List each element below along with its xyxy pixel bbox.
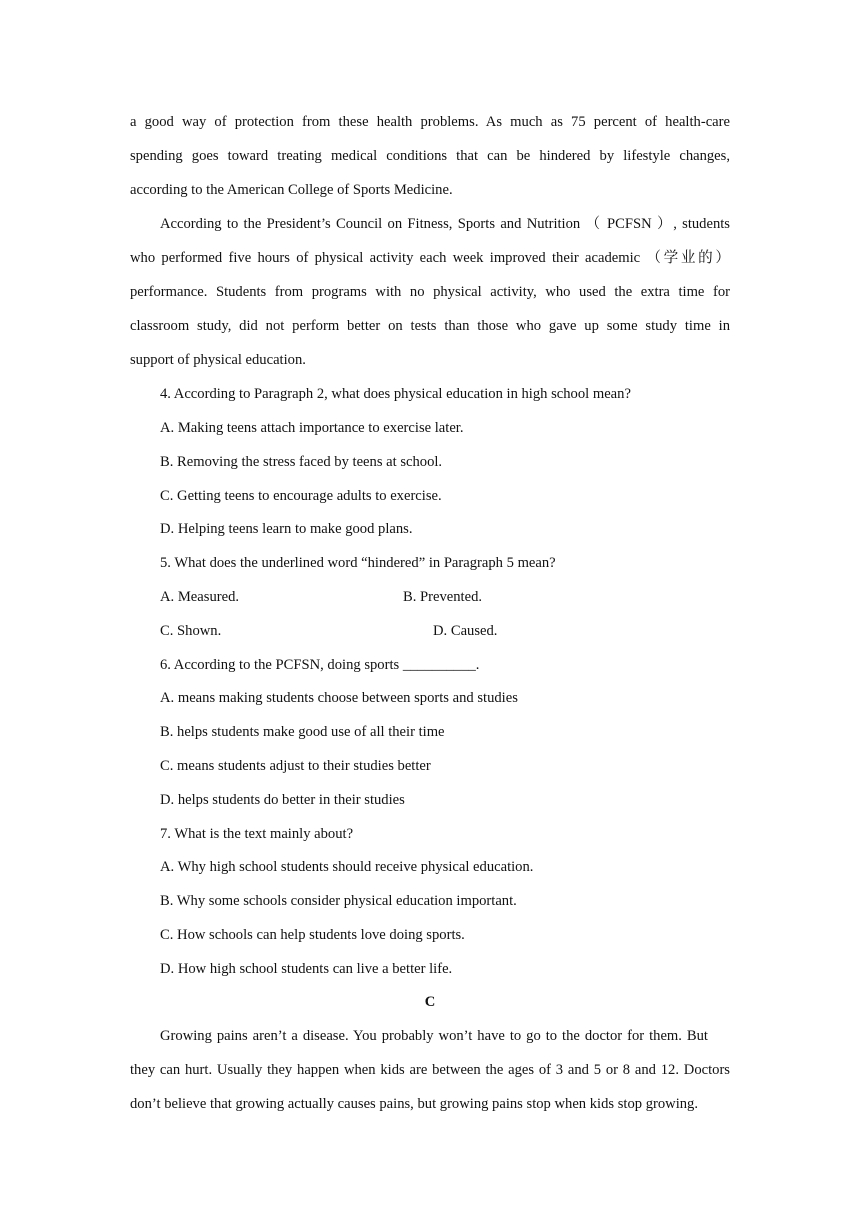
paragraph-line: support of physical education.: [130, 352, 306, 368]
answer-option: B. Removing the stress faced by teens at school.: [160, 454, 443, 470]
answer-option: B. Why some schools consider physical education important.: [160, 893, 517, 909]
paragraph-line: performance. Students from programs with no physical activity, who used the extra time for: [130, 284, 730, 300]
paragraph-line: according to the American College of Sports Medicine.: [130, 182, 453, 198]
answer-option: B. helps students make good use of all their time: [160, 724, 445, 740]
answer-option: D. Helping teens learn to make good plans.: [160, 521, 413, 537]
paragraph-line: a good way of protection from these health problems. As much as 75 percent of health-care: [130, 114, 730, 130]
section-heading: C: [424, 994, 436, 1010]
answer-option: A. means making students choose between sports and studies: [160, 690, 518, 706]
answer-option: D. helps students do better in their studies: [160, 792, 405, 808]
question-stem: 5. What does the underlined word “hindered” in Paragraph 5 mean?: [160, 555, 556, 571]
paragraph-line: who performed five hours of physical activity each week improved their academic （学业的）: [130, 250, 730, 266]
question-stem: 4. According to Paragraph 2, what does physical education in high school mean?: [160, 386, 631, 402]
paragraph-line: classroom study, did not perform better on tests than those who gave up some study time in: [130, 318, 730, 334]
paragraph-line: According to the President’s Council on Fitness, Sports and Nutrition （ PCFSN ）, students: [160, 216, 730, 232]
question-stem: 7. What is the text mainly about?: [160, 826, 354, 842]
paragraph-line: Growing pains aren’t a disease. You probably won’t have to go to the doctor for them. But: [160, 1028, 708, 1044]
paragraph-line: spending goes toward treating medical conditions that can be hindered by lifestyle changes,: [130, 148, 730, 164]
answer-option: C. Shown.: [160, 623, 222, 639]
answer-option: D. How high school students can live a better life.: [160, 961, 453, 977]
answer-option: A. Making teens attach importance to exercise later.: [160, 420, 464, 436]
answer-option: A. Measured.: [160, 589, 240, 605]
answer-option: A. Why high school students should receive physical education.: [160, 859, 534, 875]
answer-option: C. means students adjust to their studies better: [160, 758, 431, 774]
question-stem: 6. According to the PCFSN, doing sports __________.: [160, 657, 480, 673]
answer-option: B. Prevented.: [403, 589, 483, 605]
answer-option: C. Getting teens to encourage adults to exercise.: [160, 488, 442, 504]
paragraph-line: they can hurt. Usually they happen when kids are between the ages of 3 and 5 or 8 and 12. Doctors: [130, 1062, 730, 1078]
answer-option: D. Caused.: [433, 623, 498, 639]
answer-option: C. How schools can help students love doing sports.: [160, 927, 465, 943]
paragraph-line: don’t believe that growing actually causes pains, but growing pains stop when kids stop growing.: [130, 1096, 698, 1112]
